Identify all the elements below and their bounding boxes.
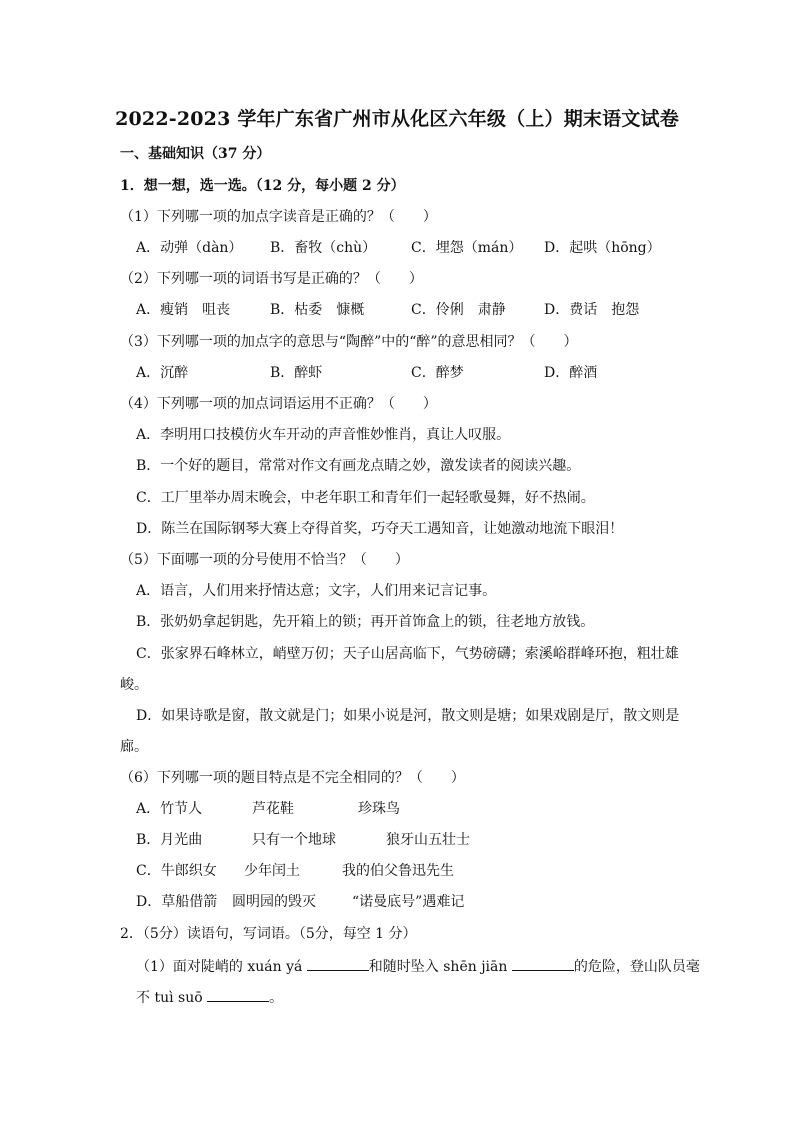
q1-5-option-d-cont: 廊。 [120,739,148,755]
q1-4-option-c: C．工厂里举办周末晚会，中老年职工和青年们一起轻歌曼舞，好不热闹。 [136,490,595,506]
q1-4-option-d: D．陈兰在国际钢琴大赛上夺得首奖，巧夺天工遇知音，让她激动地流下眼泪！ [136,521,624,537]
answer-blank-2[interactable] [512,957,574,971]
q1-2-stem: （2）下列哪一项的词语书写是正确的？（ ） [120,271,423,287]
option-a: A．动弹（dàn） [136,240,243,256]
q1-4-option-b: B．一个好的题目，常常对作文有画龙点睛之妙，激发读者的阅读兴趣。 [136,458,581,474]
option-d: D．起哄（hōng） [544,240,661,256]
q1-2-options [136,301,676,319]
q1-5-stem: （5）下面哪一项的分号使用不恰当？（ ） [120,552,409,568]
q2-1-text-d: 不 tuì suō [136,990,208,1006]
option-b: B．枯委 慷概 [270,302,365,318]
option-b: B．醉虾 [270,365,323,381]
option-label: B．月光曲 [136,832,203,848]
option-a: A．瘦销 咀丧 [136,302,231,318]
q2-1-text-e: 。 [269,990,284,1006]
q1-5-option-d: D．如果诗歌是窗，散文就是门；如果小说是河，散文则是塘；如果戏剧是厅，散文则是 [136,708,680,724]
q1-3-stem: （3）下列哪一项的加点字的意思与“陶醉”中的“醉”的意思相同？（ ） [120,334,578,350]
q1-3-options [136,364,676,382]
q2-1-text-c: 的危险，登山队员毫 [573,959,700,975]
q1-6-stem: （6）下列哪一项的题目特点是不完全相同的？（ ） [120,770,465,786]
q1-5-option-c-cont: 峻。 [120,677,148,693]
title-2: 只有一个地球 [252,832,336,848]
title-2: 少年闰土 [244,863,300,879]
q1-5-option-c: C．张家界石峰林立，峭壁万仞；天子山居高临下，气势磅礴；索溪峪群峰环抱，粗壮雄 [136,646,679,662]
q1-1-stem: （1）下列哪一项的加点字读音是正确的？（ ） [120,209,437,225]
option-label: D．草船借箭 [136,894,218,910]
title-2: 圆明园的毁灭 [232,894,316,910]
question-2-heading: 2．（5分）读语句，写词语。（5分，每空 1 分） [120,926,417,942]
option-a: A．沉醉 [136,365,189,381]
q1-4-stem: （4）下列哪一项的加点词语运用不正确？（ ） [120,396,437,412]
q1-6-option-b [136,831,696,849]
option-c: C．醉梦 [411,365,464,381]
q2-1-text-b: 和随时坠入 shēn jiān [368,959,512,975]
title-3: 狼牙山五壮士 [386,832,470,848]
title-2: 芦花鞋 [252,801,294,817]
option-c: C．埋怨（mán） [411,240,523,256]
q2-1-line1 [136,957,700,976]
option-label: A．竹节人 [136,801,203,817]
option-b: B．畜牧（chù） [270,240,377,256]
option-c: C．伶俐 肃静 [411,302,506,318]
q1-6-option-c [136,862,696,880]
q1-5-option-b: B．张奶奶拿起钥匙，先开箱上的锁；再开首饰盒上的锁，往老地方放钱。 [136,614,595,630]
question-1-heading: 1．想一想，选一选。（12 分，每小题 2 分） [120,178,405,194]
q1-5-option-a: A．语言，人们用来抒情达意；文字，人们用来记言记事。 [136,583,497,599]
option-label: C．牛郎织女 [136,863,217,879]
q1-6-option-d [136,893,696,911]
answer-blank-1[interactable] [307,957,369,971]
title-3: 我的伯父鲁迅先生 [342,863,454,879]
q2-1-line2 [136,988,283,1007]
option-d: D．费话 抱怨 [544,302,640,318]
title-3: “诺曼底号”遇难记 [352,894,465,910]
q1-6-option-a [136,800,696,818]
answer-blank-3[interactable] [207,988,269,1002]
exam-title: 2022-2023 学年广东省广州市从化区六年级（上）期末语文试卷 [115,108,679,130]
section-heading: 一、基础知识（37 分） [120,146,271,162]
q1-1-options [136,239,676,257]
option-d: D．醉酒 [544,365,598,381]
q1-4-option-a: A．李明用口技模仿火车开动的声音惟妙惟肖，真让人叹服。 [136,427,511,443]
title-3: 珍珠鸟 [358,801,400,817]
q2-1-text-a: （1）面对陡峭的 xuán yá [136,959,307,975]
